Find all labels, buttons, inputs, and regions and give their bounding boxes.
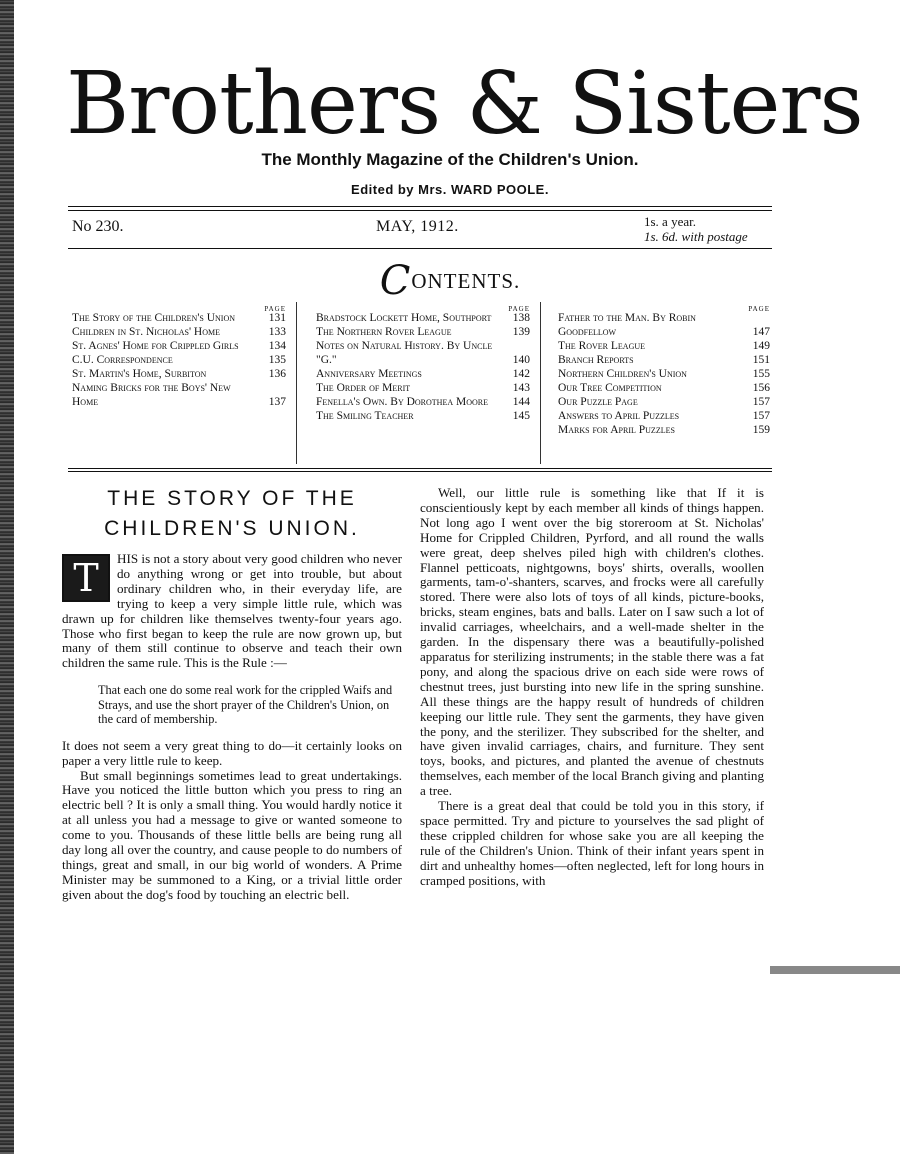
contents-entry bbox=[558, 353, 770, 367]
article-paragraph-1: HIS is not a story about very good children who never do anything wrong or get into trouble, but about ordinary children who, in their everyday life, are trying to keep a very simple little rule, which was drawn up for children like themselves twenty-four years ago. Those who first began to keep the rule are now grown up, but many of them still continue to observe and teach their own children the same rule. This is the Rule :— bbox=[62, 551, 402, 671]
article-rule-quote: That each one do some real work for the crippled Waifs and Strays, and use the short prayer of the Children's Union, on the card of membership. bbox=[98, 683, 393, 727]
contents-entry-title: Northern Children's Union bbox=[558, 368, 687, 380]
contents-entry-title: St. Martin's Home, Surbiton bbox=[72, 368, 207, 380]
article-paragraph-5: There is a great deal that could be told you in this story, if space permitted. Try and picture to yourselves the sad plight of these crippled children for whose sake you are all keeping the rule of the Children's Union. Think of their infant years spent in dirt and unhealthy homes—often neglected, left for long hours in cramped positions, with bbox=[420, 798, 764, 888]
contents-entry-page: 147 bbox=[752, 326, 770, 338]
contents-entry-page: 140 bbox=[512, 354, 530, 366]
contents-entry-page: 157 bbox=[752, 396, 770, 408]
contents-column-2 bbox=[316, 302, 530, 423]
article-title-line-2: CHILDREN'S UNION. bbox=[104, 517, 360, 540]
header-rule-bottom bbox=[68, 248, 772, 249]
issue-info-row bbox=[72, 214, 772, 248]
article-left-column bbox=[62, 484, 402, 903]
contents-entry bbox=[558, 339, 770, 353]
contents-entry bbox=[316, 339, 530, 367]
contents-entry-page: 143 bbox=[512, 382, 530, 394]
contents-entry bbox=[316, 311, 530, 325]
contents-entry-title: C.U. Correspondence bbox=[72, 354, 173, 366]
contents-entry-page: 159 bbox=[752, 424, 770, 436]
contents-entry-title: Branch Reports bbox=[558, 354, 634, 366]
contents-entry-title: Fenella's Own. By Dorothea Moore bbox=[316, 396, 489, 408]
contents-column-3 bbox=[558, 302, 770, 437]
contents-entry bbox=[558, 367, 770, 381]
contents-entry-page: 156 bbox=[752, 382, 770, 394]
contents-heading-text: ONTENTS. bbox=[411, 269, 521, 293]
contents-entry bbox=[72, 353, 286, 367]
contents-entry bbox=[72, 311, 286, 325]
contents-entry-page: 157 bbox=[752, 410, 770, 422]
contents-entry bbox=[72, 339, 286, 353]
contents-heading bbox=[0, 258, 900, 304]
contents-entry-page: 145 bbox=[512, 410, 530, 422]
contents-entry-title: St. Agnes' Home for Crippled Girls bbox=[72, 340, 239, 352]
contents-entry bbox=[316, 395, 530, 409]
page-label: PAGE bbox=[264, 305, 286, 313]
contents-column-divider bbox=[296, 302, 297, 464]
contents-entry bbox=[72, 367, 286, 381]
magazine-subtitle: The Monthly Magazine of the Children's Union. bbox=[261, 150, 639, 169]
contents-entry-page: 144 bbox=[512, 396, 530, 408]
contents-entry-page: 135 bbox=[268, 354, 286, 366]
header-rule-top-thin bbox=[68, 210, 772, 211]
contents-entry-title: Naming Bricks for the Boys' New Home bbox=[72, 382, 231, 408]
contents-entry bbox=[316, 409, 530, 423]
contents-entry-page: 134 bbox=[268, 340, 286, 352]
price-line-1: 1s. a year. bbox=[644, 214, 696, 229]
contents-rule-bottom bbox=[68, 468, 772, 469]
contents-entry-title: Our Tree Competition bbox=[558, 382, 662, 394]
contents-entry-page: 139 bbox=[512, 326, 530, 338]
contents-initial: C bbox=[379, 258, 412, 304]
contents-entry-title: Notes on Natural History. By Uncle "G." bbox=[316, 340, 493, 366]
contents-entry-title: The Rover League bbox=[558, 340, 646, 352]
masthead-title: Brothers & Sisters bbox=[66, 54, 863, 154]
page-label: PAGE bbox=[748, 305, 770, 313]
contents-entry-title: The Story of the Children's Union bbox=[72, 312, 236, 324]
article-title-line-1: THE STORY OF THE bbox=[107, 487, 357, 510]
contents-entry-page: 131 bbox=[268, 312, 286, 324]
contents-entry-title: The Northern Rover League bbox=[316, 326, 452, 338]
contents-entry-title: Father to the Man. By Robin Goodfellow bbox=[558, 312, 696, 338]
contents-entry-title: Anniversary Meetings bbox=[316, 368, 422, 380]
issue-date: MAY, 1912. bbox=[376, 218, 459, 235]
contents-entry-page: 142 bbox=[512, 368, 530, 380]
article-paragraph-3: But small beginnings sometimes lead to great undertakings. Have you noticed the little button which you press to ring an electric bell ? It is only a small thing. You would hardly notice it at all unless you had a message to give or wanted someone to come to you. Thousands of these little bells are being rung all day long all over the country, and cause people to do numbers of things, great and small, in our big world of wonders. A Prime Minister may be summoned to a King, or a trivial little order given about the dog's food by touching an electric bell. bbox=[62, 767, 402, 902]
dropcap-letter: T bbox=[62, 554, 110, 602]
page-label: PAGE bbox=[508, 305, 530, 313]
contents-entry-title: Marks for April Puzzles bbox=[558, 424, 675, 436]
contents-entry bbox=[558, 381, 770, 395]
contents-entry-title: The Smiling Teacher bbox=[316, 410, 414, 422]
price-line-2: 1s. 6d. with postage bbox=[644, 229, 748, 244]
contents-entry-title: Answers to April Puzzles bbox=[558, 410, 680, 422]
contents-column-1 bbox=[72, 302, 286, 409]
article-paragraph-4: Well, our little rule is something like that If it is conscientiously kept by each member all kinds of things happen. Not long ago I went over the big storeroom at St. Nicholas' Home for Crippled Children, Pyrford, and all round the walls were great, deep shelves piled high with children's clothes. Flannel petticoats, nightgowns, boys' shirts, overalls, woollen garments, tam-o'-shanters, scarves, and frocks were all carefully stored. There were also lots of toys of all kinds, picture-books, bricks, steam engines, bats and balls. Later on I saw such a lot of invalid carriages, wheelchairs, and a well-made shelter in the garden. In the dispensary there was a beautifully-polished apparatus for sterilizing instruments; in the stable there was a fat pony, and along the spacious drive on each side were rows of chestnut trees, just bursting into new life in the spring sunshine. All these things are the happy result of hundreds of children keeping our little rule. They sent the garments, they have given the pony, and the sterilizer. They subscribed for the shelter, and have given invalid carriages, chairs, and furniture. They sent toys, books, and pictures, and planted the avenue of chestnuts themselves, each member of the local Branch giving and planting a tree. bbox=[420, 485, 764, 799]
contents-entry bbox=[316, 381, 530, 395]
contents-entry-title: Bradstock Lockett Home, Southport bbox=[316, 312, 492, 324]
contents-entry-page: 133 bbox=[268, 326, 286, 338]
contents-entry-title: Our Puzzle Page bbox=[558, 396, 638, 408]
issue-price bbox=[644, 214, 748, 244]
article-right-column bbox=[420, 486, 764, 888]
contents-entry-page: 137 bbox=[268, 396, 286, 408]
contents-entry bbox=[558, 423, 770, 437]
contents-entry bbox=[558, 409, 770, 423]
contents-entry-page: 155 bbox=[752, 368, 770, 380]
contents-entry bbox=[558, 311, 770, 339]
contents-entry bbox=[558, 395, 770, 409]
contents-entry bbox=[72, 325, 286, 339]
article-paragraph-2: It does not seem a very great thing to do—it certainly looks on paper a very little rule to keep. bbox=[62, 737, 402, 768]
editor-credit: Edited by Mrs. WARD POOLE. bbox=[351, 182, 549, 197]
contents-entry bbox=[316, 367, 530, 381]
issue-number: No 230. bbox=[72, 218, 124, 235]
contents-entry bbox=[72, 381, 286, 409]
contents-rule-bottom-thin bbox=[68, 471, 772, 472]
article-title bbox=[62, 484, 402, 544]
contents-entry-title: Children in St. Nicholas' Home bbox=[72, 326, 221, 338]
contents-entry-page: 138 bbox=[512, 312, 530, 324]
scanned-page-edge bbox=[0, 0, 14, 1154]
contents-entry-page: 151 bbox=[752, 354, 770, 366]
contents-entry-title: The Order of Merit bbox=[316, 382, 411, 394]
contents-entry-page: 149 bbox=[752, 340, 770, 352]
contents-entry-page: 136 bbox=[268, 368, 286, 380]
contents-column-divider bbox=[540, 302, 541, 464]
scan-artifact-bar bbox=[770, 966, 900, 974]
header-rule-top bbox=[68, 206, 772, 207]
contents-entry bbox=[316, 325, 530, 339]
